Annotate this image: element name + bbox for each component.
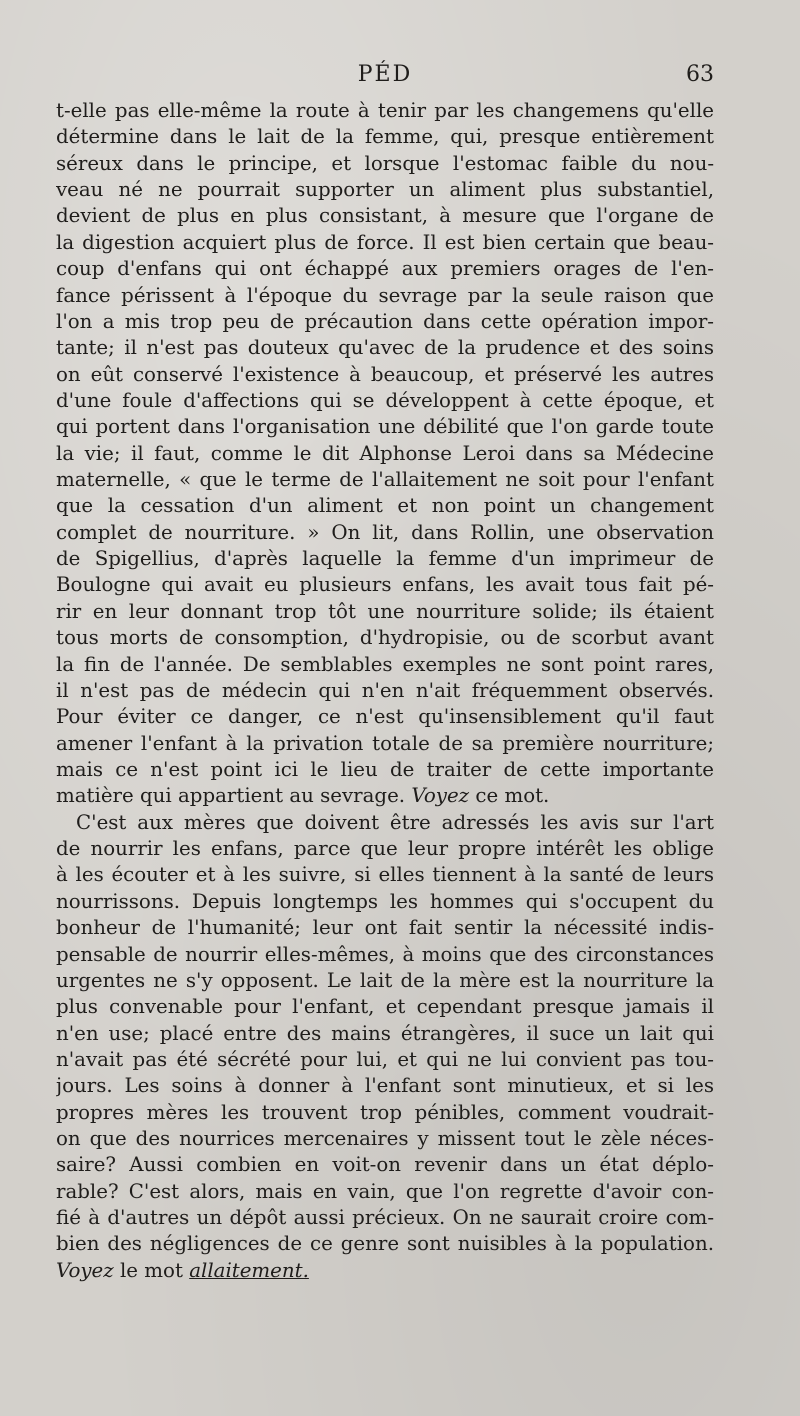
paragraph-2 [56, 810, 714, 1284]
text-line: séreux dans le principe, et lorsque l'estomac faible du nou- [56, 151, 714, 175]
text-line: rable? C'est alors, mais en vain, que l'on regrette d'avoir con- [56, 1179, 714, 1203]
text-line: pensable de nourrir elles-mêmes, à moins que des circonstances [56, 942, 714, 966]
cross-reference: Voyez [56, 1258, 114, 1282]
text-line: de Spigellius, d'après laquelle la femme d'un imprimeur de [56, 547, 714, 571]
text-line: la digestion acquiert plus de force. Il est bien certain que beau- [56, 230, 714, 254]
text-line: tous morts de consomption, d'hydropisie, ou de scorbut avant [56, 626, 714, 650]
text-line: C'est aux mères que doivent être adressés les avis sur l'art [76, 810, 714, 834]
text-line: qui portent dans l'organisation une débilité que l'on garde toute [56, 415, 714, 439]
text-line: maternelle, « que le terme de l'allaitement ne soit pour l'enfant [56, 468, 714, 492]
text-line: fié à d'autres un dépôt aussi précieux. On ne saurait croire com- [56, 1206, 714, 1230]
cross-reference-term: allaitement. [189, 1258, 309, 1282]
text-line: tante; il n'est pas douteux qu'avec de la prudence et des soins [56, 336, 714, 360]
text-line: l'on a mis trop peu de précaution dans cette opération impor- [56, 309, 714, 333]
text-line: il n'est pas de médecin qui n'en n'ait fréquemment observés. [56, 678, 714, 702]
text-line: Pour éviter ce danger, ce n'est qu'insensiblement qu'il faut [56, 705, 714, 729]
text-line: propres mères les trouvent trop pénibles, comment voudrait- [56, 1100, 714, 1124]
text-line: veau né ne pourrait supporter un aliment plus substantiel, [56, 178, 714, 202]
text-line: t-elle pas elle-même la route à tenir par les changemens qu'elle [56, 99, 714, 122]
page-number: 63 [686, 62, 714, 87]
text-line: Boulogne qui avait eu plusieurs enfans, les avait tous fait pé- [56, 573, 714, 597]
text-line: de nourrir les enfans, parce que leur propre intérêt les oblige [56, 837, 714, 861]
text-line-last: matière qui appartient au sevrage. Voyez ce mot. [56, 784, 550, 808]
text-line: amener l'enfant à la privation totale de sa première nourriture; [56, 731, 714, 755]
text-line-last: Voyez le mot allaitement. [56, 1258, 309, 1282]
text-line: coup d'enfans qui ont échappé aux premiers orages de l'en- [56, 257, 714, 281]
text-line: plus convenable pour l'enfant, et cependant presque jamais il [56, 995, 714, 1019]
body-text [56, 98, 714, 1284]
text-line: mais ce n'est point ici le lieu de traiter de cette importante [56, 757, 714, 781]
text-line: complet de nourriture. » On lit, dans Rollin, une observation [56, 520, 714, 544]
text-line: saire? Aussi combien en voit-on revenir dans un état déplo- [56, 1153, 714, 1177]
text-line: bonheur de l'humanité; leur ont fait sentir la nécessité indis- [56, 916, 714, 940]
page-header [56, 62, 714, 96]
text-line: on eût conservé l'existence à beaucoup, et préservé les autres [56, 362, 714, 386]
text-line: n'en use; placé entre des mains étrangères, il suce un lait qui [56, 1021, 714, 1045]
text-line: que la cessation d'un aliment et non point un changement [56, 494, 714, 518]
text-line: à les écouter et à les suivre, si elles tiennent à la santé de leurs [56, 863, 714, 887]
text-line: devient de plus en plus consistant, à mesure que l'organe de [56, 204, 714, 228]
running-head: PÉD [357, 62, 413, 87]
text-line: bien des négligences de ce genre sont nuisibles à la population. [56, 1232, 714, 1256]
text-line: d'une foule d'affections qui se développent à cette époque, et [56, 388, 714, 412]
text-line: rir en leur donnant trop tôt une nourriture solide; ils étaient [56, 599, 714, 623]
paragraph-1 [56, 98, 714, 810]
text-line: jours. Les soins à donner à l'enfant sont minutieux, et si les [56, 1074, 714, 1098]
text-line: nourrissons. Depuis longtemps les hommes qui s'occupent du [56, 889, 714, 913]
text-line: fance périssent à l'époque du sevrage par la seule raison que [56, 283, 714, 307]
text-line: n'avait pas été sécrété pour lui, et qui ne lui convient pas tou- [56, 1047, 714, 1071]
text-line: la vie; il faut, comme le dit Alphonse Leroi dans sa Médecine [56, 441, 714, 465]
cross-reference: Voyez [411, 784, 470, 808]
text-line: la fin de l'année. De semblables exemples ne sont point rares, [56, 652, 714, 676]
text-line: on que des nourrices mercenaires y missent tout le zèle néces- [56, 1127, 714, 1151]
text-line: urgentes ne s'y opposent. Le lait de la mère est la nourriture la [56, 968, 714, 992]
text-line: détermine dans le lait de la femme, qui, presque entièrement [56, 125, 714, 149]
